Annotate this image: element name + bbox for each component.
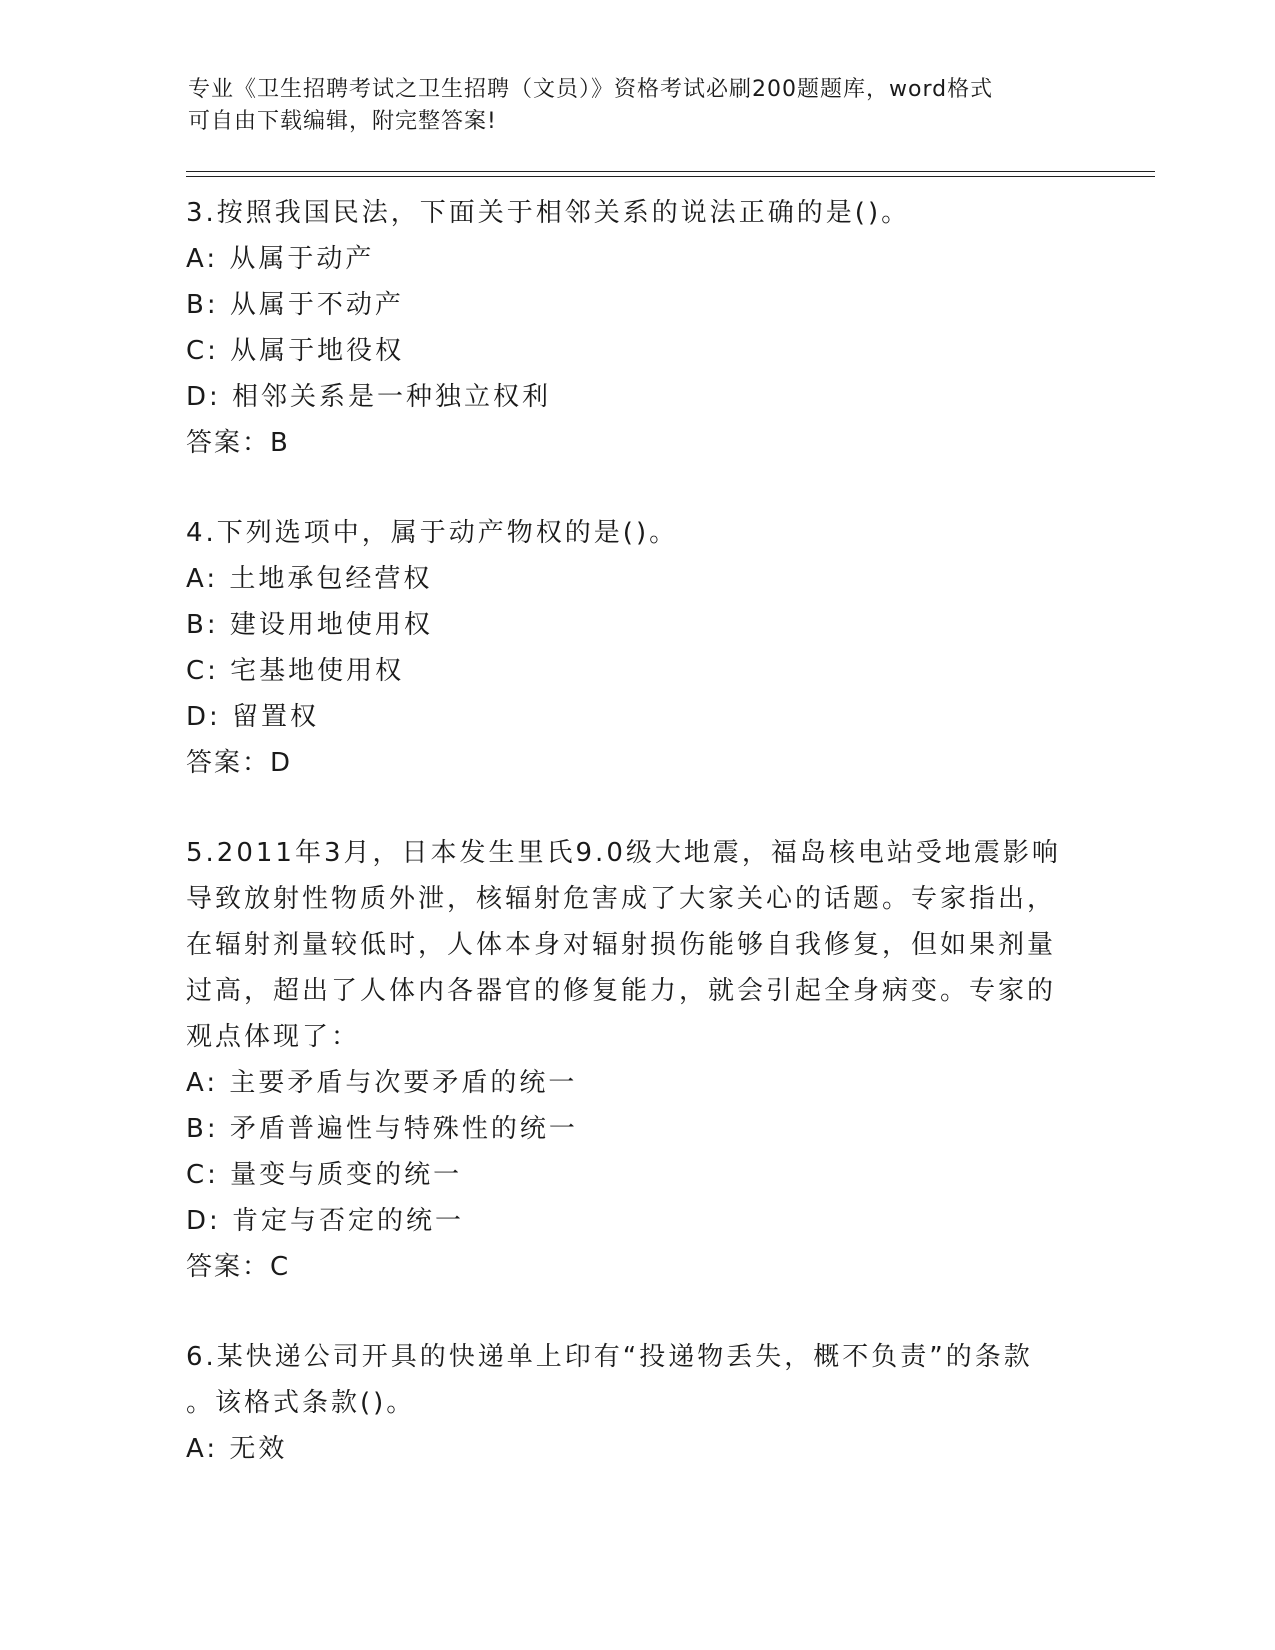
answer-option: C: 从属于地役权 — [186, 336, 405, 366]
answer-option: D: 相邻关系是一种独立权利 — [186, 382, 552, 412]
answer-key: 答案：C — [186, 1252, 291, 1282]
header-line-1: 专业《卫生招聘考试之卫生招聘（文员）》资格考试必刷200题题库，word格式 — [188, 77, 994, 102]
answer-option: B: 建设用地使用权 — [186, 610, 433, 640]
answer-option: A: 从属于动产 — [186, 244, 375, 274]
header-divider-top — [186, 171, 1155, 172]
header-divider-bottom — [186, 176, 1155, 177]
answer-option: A: 主要矛盾与次要矛盾的统一 — [186, 1068, 578, 1098]
question-stem-line: 4.下列选项中，属于动产物权的是()。 — [186, 518, 679, 548]
answer-option: B: 矛盾普遍性与特殊性的统一 — [186, 1114, 578, 1144]
question-stem-line: 过高，超出了人体内各器官的修复能力，就会引起全身病变。专家的 — [186, 976, 1057, 1006]
question-block — [186, 510, 1086, 786]
answer-key: 答案：B — [186, 428, 290, 458]
answer-option: D: 留置权 — [186, 702, 320, 732]
question-stem-line: 在辐射剂量较低时，人体本身对辐射损伤能够自我修复，但如果剂量 — [186, 930, 1057, 960]
answer-option: C: 宅基地使用权 — [186, 656, 405, 686]
question-stem-line: 5.2011年3月，日本发生里氏9.0级大地震，福岛核电站受地震影响 — [186, 838, 1061, 868]
question-stem-line: 3.按照我国民法，下面关于相邻关系的说法正确的是()。 — [186, 198, 911, 228]
question-stem-line: 导致放射性物质外泄，核辐射危害成了大家关心的话题。专家指出， — [186, 884, 1057, 914]
answer-option: B: 从属于不动产 — [186, 290, 404, 320]
answer-option: C: 量变与质变的统一 — [186, 1160, 463, 1190]
question-stem-line: 观点体现了： — [186, 1022, 361, 1052]
answer-key: 答案：D — [186, 748, 293, 778]
question-list — [186, 190, 1086, 1516]
answer-option: A: 土地承包经营权 — [186, 564, 433, 594]
document-header — [188, 74, 1068, 138]
question-stem-line: 6.某快递公司开具的快递单上印有“投递物丢失，概不负责”的条款 — [186, 1342, 1033, 1372]
answer-option: A: 无效 — [186, 1434, 288, 1464]
header-line-2: 可自由下载编辑，附完整答案! — [188, 109, 497, 134]
answer-option: D: 肯定与否定的统一 — [186, 1206, 465, 1236]
question-block — [186, 830, 1086, 1290]
question-block — [186, 1334, 1086, 1472]
question-stem-line: 。该格式条款()。 — [186, 1388, 416, 1418]
question-block — [186, 190, 1086, 466]
